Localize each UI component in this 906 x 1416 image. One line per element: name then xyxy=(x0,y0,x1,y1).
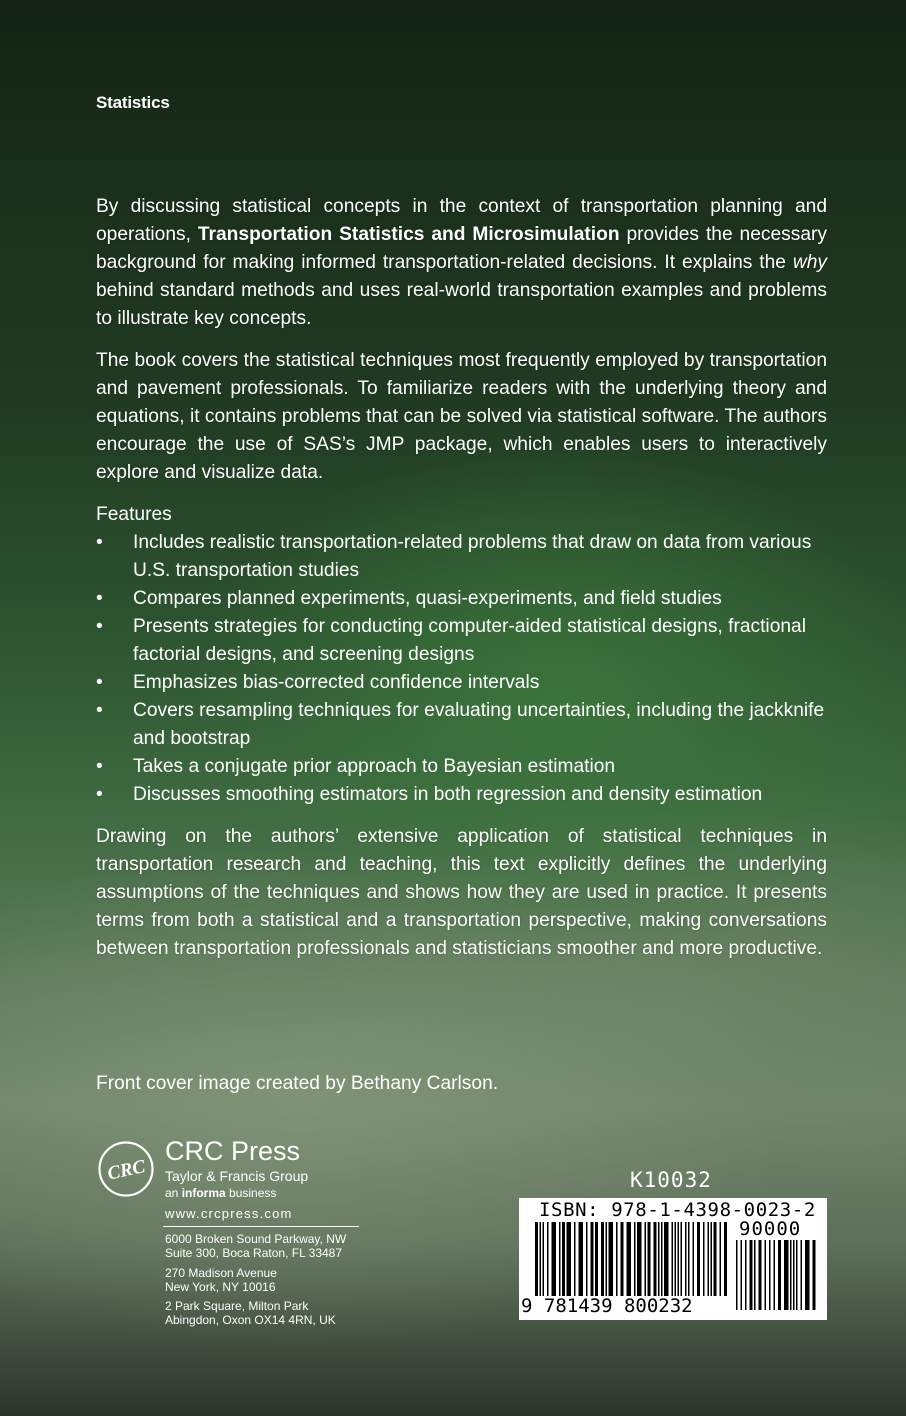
bullet-icon: • xyxy=(96,756,103,777)
barcode-bar xyxy=(574,1222,576,1296)
description-paragraph-2: The book covers the statistical techniques most frequently employed by transportation and pavement professionals. To familiarize readers with the underlying theory and equations, it contains problems that can be solved via statistical software. The authors encourage the use of SAS’s JMP package, which enables users to interactively explore and visualize data. xyxy=(96,350,827,483)
feature-item xyxy=(96,529,836,585)
publisher-tagline xyxy=(165,1186,276,1201)
barcode-bar xyxy=(562,1222,565,1296)
crc-logo-text: CRC xyxy=(105,1156,148,1185)
barcode-bar xyxy=(693,1222,695,1296)
bullet-icon: • xyxy=(96,672,103,693)
bullet-icon: • xyxy=(96,588,103,609)
feature-text: Presents strategies for conducting computer-aided statistical designs, fractional factorial designs, and screening designs xyxy=(133,616,806,665)
feature-item xyxy=(96,669,836,697)
barcode-bar xyxy=(778,1240,781,1310)
bullet-icon: • xyxy=(96,532,103,553)
barcode-bar xyxy=(616,1222,618,1296)
product-code: K10032 xyxy=(630,1168,712,1192)
feature-text: Covers resampling techniques for evaluating uncertainties, including the jackknife and bootstrap xyxy=(133,700,825,749)
feature-item xyxy=(96,781,836,809)
barcode-bar xyxy=(637,1222,642,1296)
address-line: 6000 Broken Sound Parkway, NW xyxy=(165,1232,347,1246)
price-addon-barcode-icon xyxy=(734,1240,820,1310)
barcode-bar xyxy=(672,1222,674,1296)
address-line: 270 Madison Avenue xyxy=(165,1266,277,1280)
category-label: Statistics xyxy=(96,93,170,112)
barcode-bar xyxy=(678,1222,680,1296)
publisher-name: CRC Press xyxy=(165,1136,301,1166)
barcode-bar xyxy=(535,1222,538,1296)
feature-item xyxy=(96,613,836,669)
feature-item xyxy=(96,697,836,753)
p1-text-start: By discussing statistical concepts in the context of transportation planning and operations, xyxy=(96,196,827,245)
barcode-bar xyxy=(708,1222,710,1296)
p1-text-end: behind standard methods and uses real-world transportation examples and problems to illustrate key concepts. xyxy=(96,280,827,329)
barcode-bar xyxy=(724,1222,727,1296)
barcode-bar xyxy=(621,1222,624,1296)
feature-item xyxy=(96,753,836,781)
barcode-bar xyxy=(714,1222,717,1296)
bullet-icon: • xyxy=(96,700,103,721)
feature-text: Discusses smoothing estimators in both regression and density estimation xyxy=(133,784,763,805)
barcode-bar xyxy=(805,1240,810,1310)
barcode-bar xyxy=(595,1222,598,1296)
barcode-bar xyxy=(796,1240,798,1310)
feature-text: Compares planned experiments, quasi-experiments, and field studies xyxy=(133,588,722,609)
barcode-bar xyxy=(540,1222,542,1296)
features-list xyxy=(96,529,836,809)
barcode-bar xyxy=(801,1240,803,1310)
address-line: 2 Park Square, Milton Park xyxy=(165,1299,309,1313)
barcode-bar xyxy=(552,1222,557,1296)
ean-digits: 9 781439 800232 xyxy=(521,1295,693,1317)
price-code: 90000 xyxy=(739,1218,802,1240)
barcode-bar xyxy=(741,1240,743,1310)
barcode-bar xyxy=(609,1222,614,1296)
bullet-icon: • xyxy=(96,784,103,805)
barcode-bar xyxy=(774,1240,776,1310)
book-title: Transportation Statistics and Microsimulation xyxy=(197,224,620,245)
barcode-bar xyxy=(765,1240,767,1310)
feature-text: Emphasizes bias-corrected confidence intervals xyxy=(133,672,540,693)
barcode-bar xyxy=(754,1240,756,1310)
isbn-number: ISBN: 978-1-4398-0023-2 xyxy=(539,1199,816,1221)
barcode-bar xyxy=(745,1240,747,1310)
barcode-bar xyxy=(645,1222,647,1296)
publisher-website-link[interactable]: www.crcpress.com xyxy=(165,1206,293,1221)
barcode-bar xyxy=(627,1222,632,1296)
barcode-bar xyxy=(658,1222,660,1296)
features-heading: Features xyxy=(96,504,172,525)
barcode-bar xyxy=(703,1222,705,1296)
feature-text: Takes a conjugate prior approach to Bayesian estimation xyxy=(133,756,616,777)
barcode-bar xyxy=(601,1222,604,1296)
address-line: New York, NY 10016 xyxy=(165,1280,276,1294)
barcode-bar xyxy=(586,1222,588,1296)
barcode-bar xyxy=(769,1240,771,1310)
description-paragraph-1 xyxy=(96,193,827,333)
barcode-bar xyxy=(720,1222,722,1296)
tagline-brand: informa xyxy=(181,1186,226,1200)
barcode-bar xyxy=(661,1222,663,1296)
barcode-bar xyxy=(793,1240,795,1310)
publisher-group: Taylor & Francis Group xyxy=(165,1168,309,1184)
barcode-bar xyxy=(711,1222,713,1296)
feature-text: Includes realistic transportation-related problems that draw on data from various U.S. transportation studies xyxy=(133,532,812,581)
barcode-bar xyxy=(664,1222,669,1296)
barcode-bar xyxy=(543,1222,545,1296)
tagline-suffix: business xyxy=(225,1186,277,1200)
barcode-bar xyxy=(736,1240,738,1310)
crc-logo-icon xyxy=(97,1140,155,1198)
barcode-bar xyxy=(591,1222,594,1296)
barcode-bar xyxy=(606,1222,608,1296)
bullet-icon: • xyxy=(96,616,103,637)
address-new-york xyxy=(165,1266,277,1294)
barcode-bar xyxy=(750,1240,753,1310)
divider xyxy=(163,1226,359,1227)
barcode-bar xyxy=(688,1222,690,1296)
barcode-bar xyxy=(685,1222,687,1296)
barcode-bar xyxy=(681,1222,683,1296)
barcode-panel xyxy=(519,1198,827,1320)
barcode-bar xyxy=(654,1222,657,1296)
cover-credit: Front cover image created by Bethany Carlson. xyxy=(96,1073,499,1094)
barcode-bar xyxy=(759,1240,762,1310)
barcode-bar xyxy=(784,1240,789,1310)
barcode-bar xyxy=(790,1240,792,1310)
barcode-bar xyxy=(634,1222,636,1296)
address-line: Abingdon, Oxon OX14 4RN, UK xyxy=(165,1313,336,1327)
barcode-bar xyxy=(579,1222,584,1296)
barcode-bar xyxy=(697,1222,700,1296)
feature-item xyxy=(96,585,836,613)
barcode-bar xyxy=(567,1222,572,1296)
barcode-bar xyxy=(547,1222,549,1296)
p1-text-middle: provides the necessary background for making informed transportation-related decisions. It explains the xyxy=(96,224,827,273)
barcode-bar xyxy=(675,1222,677,1296)
address-line: Suite 300, Boca Raton, FL 33487 xyxy=(165,1246,343,1260)
address-uk xyxy=(165,1299,336,1327)
barcode-bar xyxy=(559,1222,561,1296)
barcode-bar xyxy=(648,1222,651,1296)
description-paragraph-3: Drawing on the authors’ extensive application of statistical techniques in transportation research and teaching, this text explicitly defines the underlying assumptions of the techniques and shows how they are used in practice. It presents terms from both a statistical and a transportation perspective, making conversations between transportation professionals and statisticians smoother and more productive. xyxy=(96,826,827,959)
emphasis-why: why xyxy=(792,252,827,273)
barcode-bar xyxy=(813,1240,816,1310)
address-boca-raton xyxy=(165,1232,346,1260)
tagline-prefix: an xyxy=(165,1186,182,1200)
ean-barcode-icon xyxy=(533,1222,729,1296)
